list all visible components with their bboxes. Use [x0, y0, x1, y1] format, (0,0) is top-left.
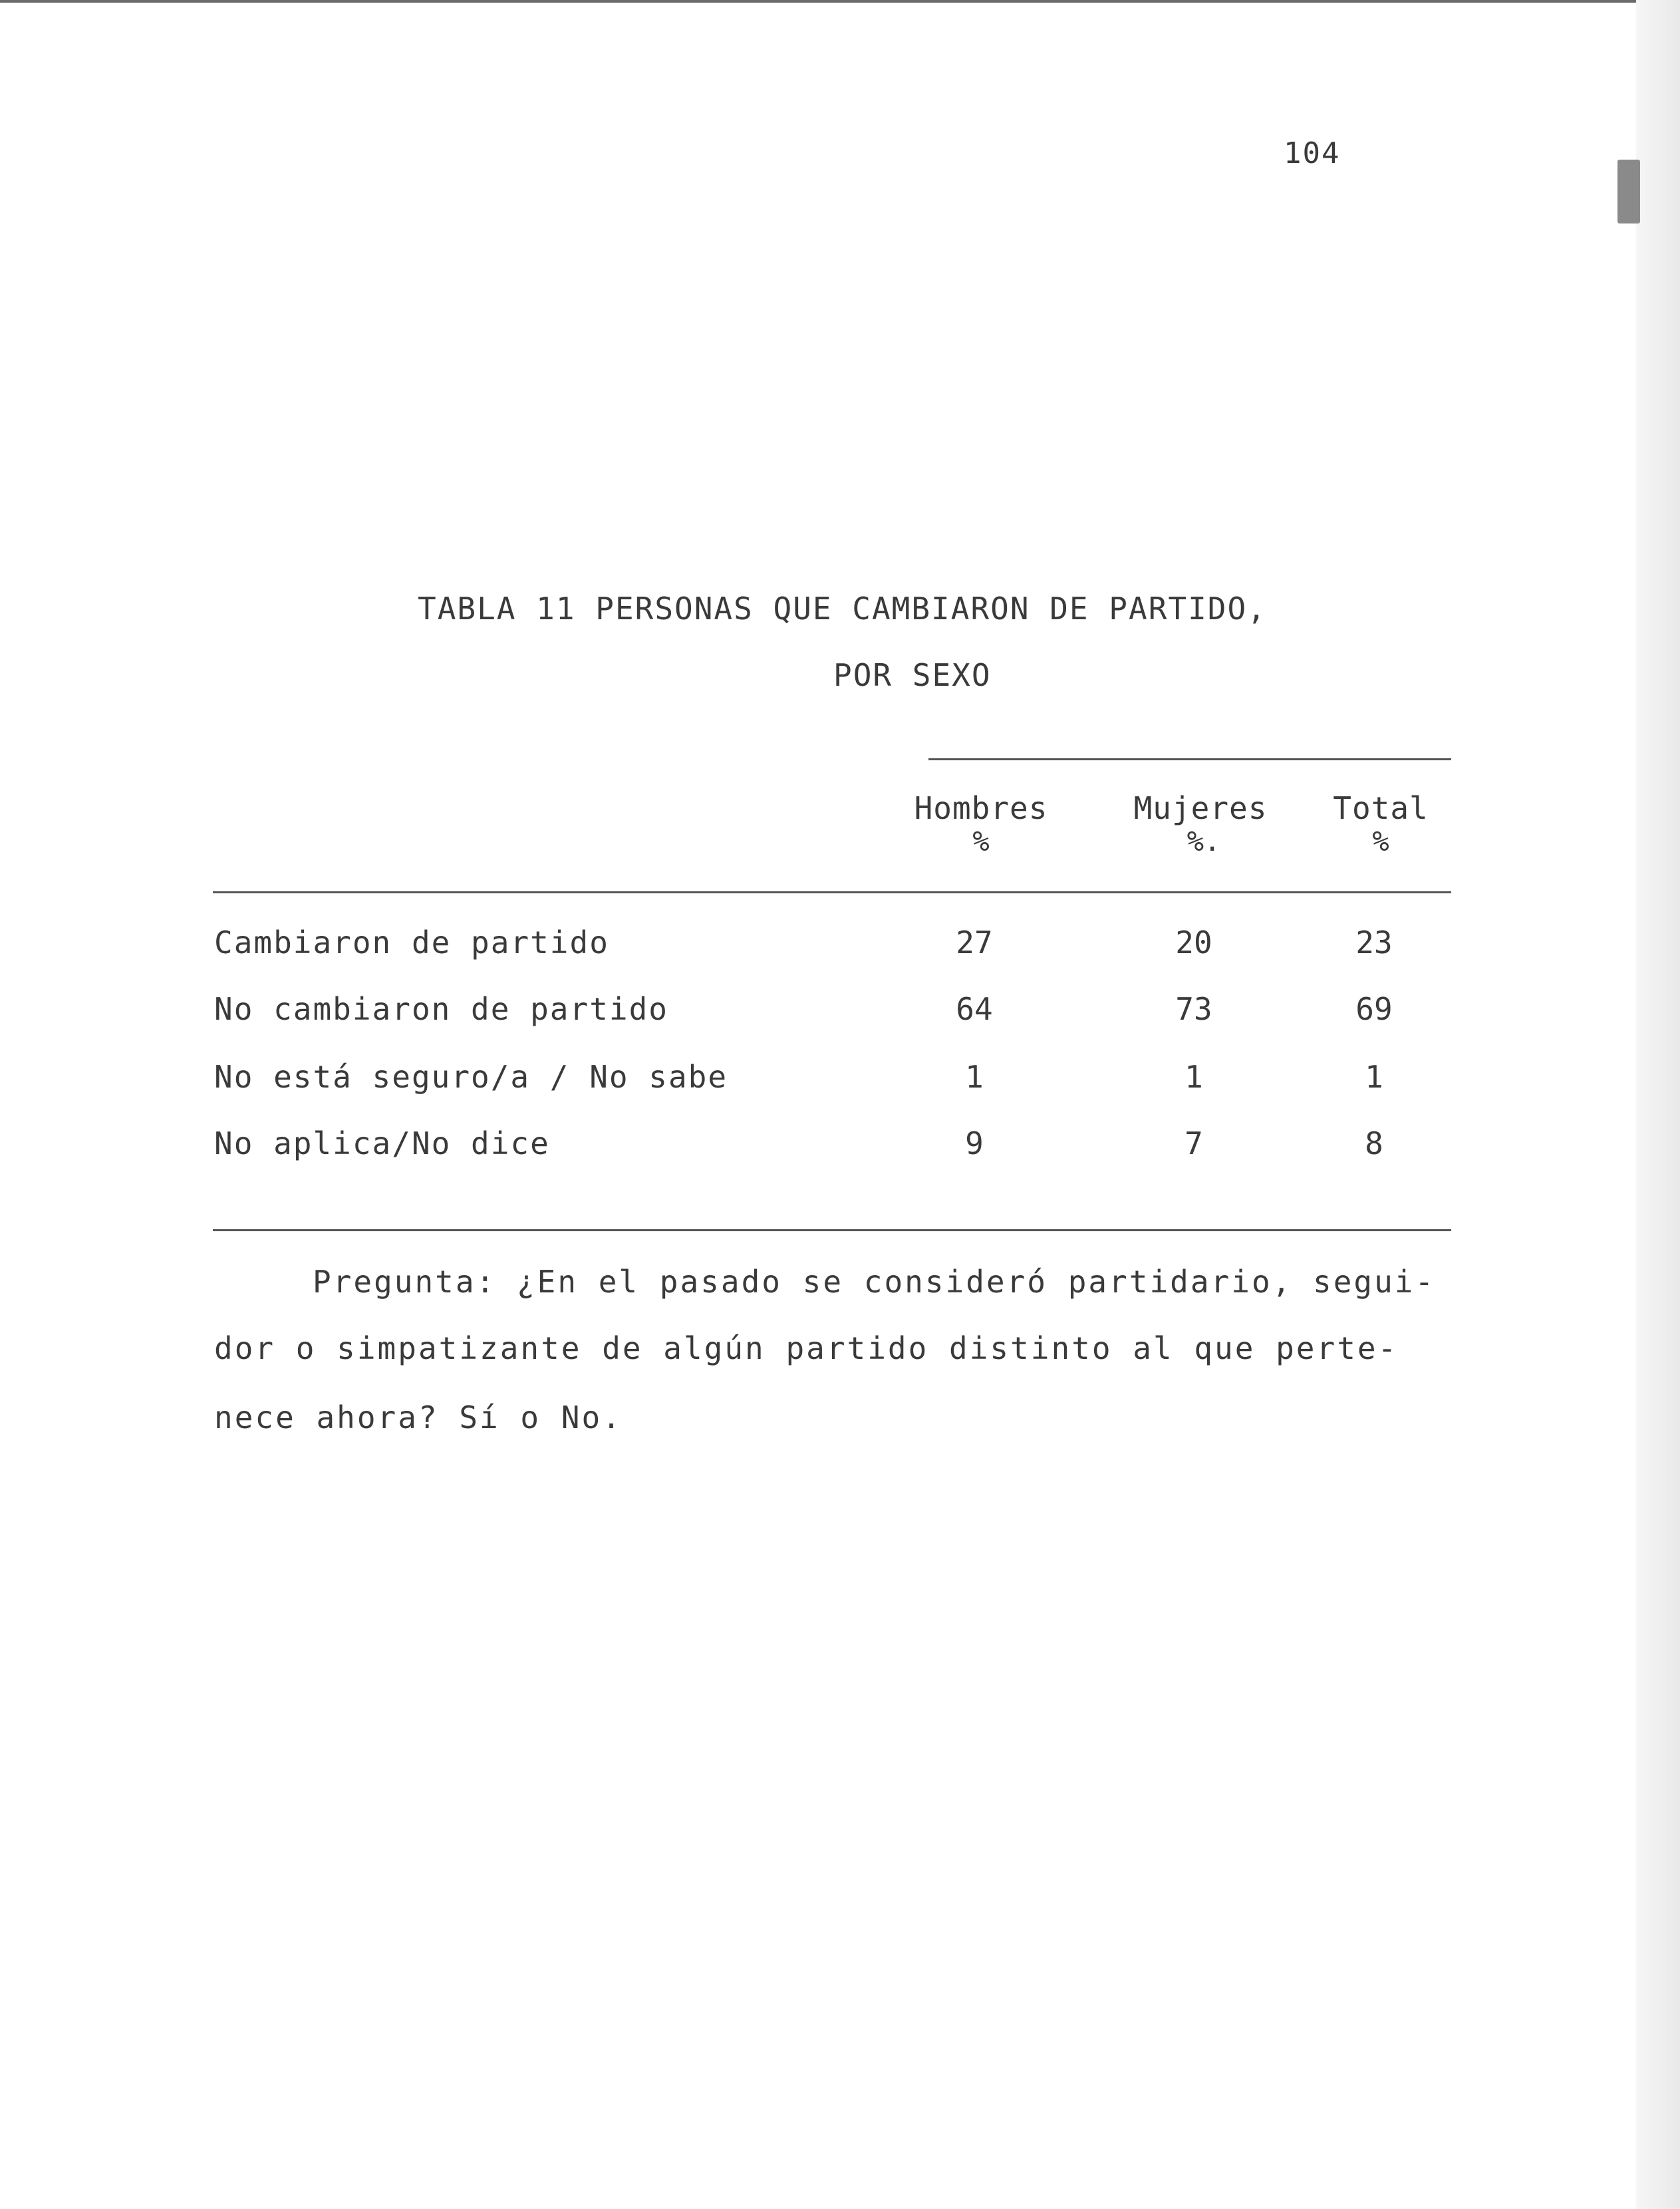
cell-no-aplica-hombres: 9 — [965, 1125, 984, 1161]
cell-no-seguro-total: 1 — [1365, 1059, 1383, 1095]
question-note-line2: dor o simpatizante de algún partido distinto al que perte- — [214, 1330, 1399, 1366]
column-unit-hombres: % — [972, 825, 990, 857]
scan-top-edge — [0, 0, 1649, 3]
column-header-hombres: Hombres — [914, 790, 1048, 826]
column-header-total: Total — [1333, 790, 1429, 826]
scan-right-margin — [1636, 0, 1680, 2209]
question-note-line3: nece ahora? Sí o No. — [214, 1399, 623, 1435]
row-label-no-cambiaron: No cambiaron de partido — [214, 991, 668, 1027]
cell-no-aplica-total: 8 — [1365, 1125, 1383, 1161]
cell-no-aplica-mujeres: 7 — [1185, 1125, 1203, 1161]
cell-no-seguro-hombres: 1 — [965, 1059, 984, 1095]
cell-no-cambiaron-total: 69 — [1355, 991, 1393, 1027]
cell-no-seguro-mujeres: 1 — [1185, 1059, 1203, 1095]
scan-tab-marker — [1617, 160, 1640, 223]
row-label-no-seguro: No está seguro/a / No sabe — [214, 1059, 728, 1095]
page-number: 104 — [1284, 136, 1341, 170]
column-header-mujeres: Mujeres — [1133, 790, 1268, 826]
header-top-rule — [928, 758, 1451, 760]
cell-no-cambiaron-hombres: 64 — [956, 991, 993, 1027]
cell-cambiaron-mujeres: 20 — [1175, 925, 1212, 960]
cell-cambiaron-total: 23 — [1355, 925, 1393, 960]
table-subtitle: POR SEXO — [833, 657, 992, 693]
cell-no-cambiaron-mujeres: 73 — [1175, 991, 1212, 1027]
question-note-line1: Pregunta: ¿En el pasado se consideró partidario, segui- — [313, 1264, 1436, 1300]
column-unit-mujeres: %. — [1187, 825, 1221, 857]
header-bottom-rule — [213, 891, 1451, 893]
table-bottom-rule — [213, 1229, 1451, 1231]
column-unit-total: % — [1372, 825, 1389, 857]
table-title: TABLA 11 PERSONAS QUE CAMBIARON DE PARTIDO, — [418, 591, 1267, 627]
row-label-no-aplica: No aplica/No dice — [214, 1125, 550, 1161]
cell-cambiaron-hombres: 27 — [956, 925, 993, 960]
row-label-cambiaron: Cambiaron de partido — [214, 925, 609, 960]
